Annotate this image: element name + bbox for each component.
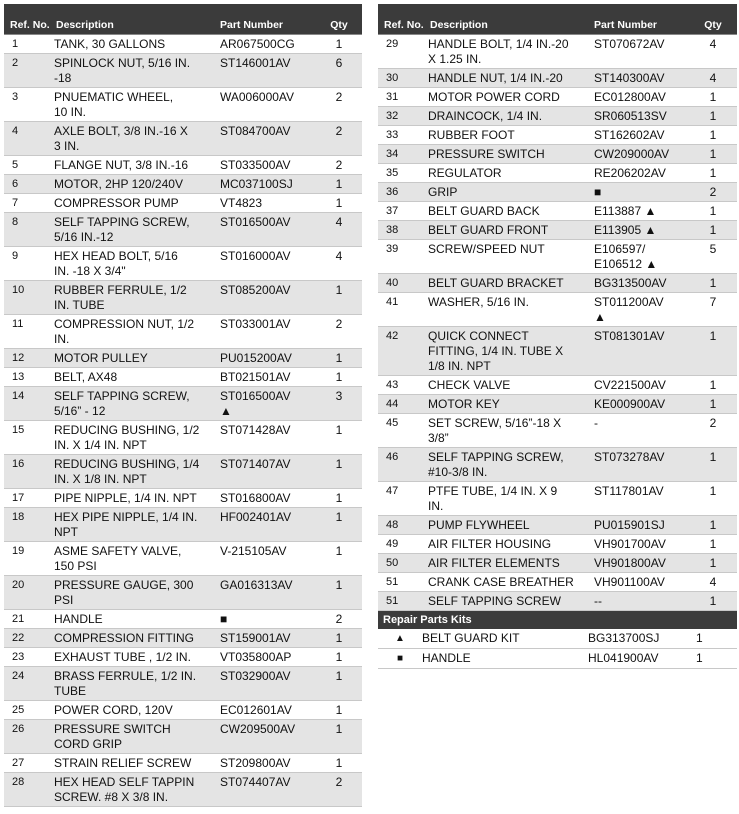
part-description: BELT GUARD BACK: [428, 204, 540, 218]
quantity: 1: [335, 578, 343, 592]
part-description: SET SCREW, 5/16”-18 X 3/8”: [428, 416, 562, 445]
part-description: QUICK CONNECT FITTING, 1/4 IN. TUBE X 1/8 IN. NPT: [428, 329, 564, 373]
ref-no: 25: [12, 704, 25, 716]
table-row: [378, 573, 737, 592]
table-row: [378, 183, 737, 202]
quantity: 1: [709, 90, 717, 104]
table-row: [378, 202, 737, 221]
ref-no: 1: [12, 38, 19, 50]
quantity: 1: [709, 329, 717, 343]
quantity: 1: [335, 177, 343, 191]
part-description: AIR FILTER ELEMENTS: [428, 556, 560, 570]
part-number: AR067500CG: [220, 37, 295, 51]
quantity: 1: [335, 510, 343, 524]
part-number: ST016500AV: [220, 215, 291, 229]
quantity: 1: [335, 669, 343, 683]
part-number: E113905 ▲: [594, 223, 657, 237]
table-row: [4, 156, 362, 175]
part-description: PRESSURE SWITCH: [428, 147, 545, 161]
part-description: SCREW/SPEED NUT: [428, 242, 545, 256]
table-row: [378, 516, 737, 535]
table-row: [4, 489, 362, 508]
part-number: --: [594, 594, 602, 608]
part-description: HANDLE BOLT, 1/4 IN.-20 X 1.25 IN.: [428, 37, 569, 66]
part-number: -: [594, 416, 598, 430]
part-description: PUMP FLYWHEEL: [428, 518, 530, 532]
part-description: MOTOR POWER CORD: [428, 90, 560, 104]
quantity: 1: [335, 457, 343, 471]
part-number: BT021501AV: [220, 370, 291, 384]
table-row: [378, 376, 737, 395]
table-row: [4, 281, 362, 315]
part-number: VT035800AP: [220, 650, 292, 664]
part-number: VH901700AV: [594, 537, 666, 551]
part-number: ST146001AV: [220, 56, 291, 70]
kit-row: [378, 629, 737, 649]
part-description: PRESSURE GAUGE, 300 PSI: [54, 578, 194, 607]
part-number-header: Part Number: [220, 19, 284, 31]
part-number: ST016800AV: [220, 491, 291, 505]
part-description: FLANGE NUT, 3/8 IN.-16: [54, 158, 189, 172]
ref-no: 51: [386, 595, 399, 607]
part-number: EC012800AV: [594, 90, 666, 104]
ref-no: 21: [12, 613, 25, 625]
ref-no: 5: [12, 159, 19, 171]
ref-no: 47: [386, 485, 399, 497]
part-number: CV221500AV: [594, 378, 666, 392]
quantity: 1: [709, 537, 717, 551]
part-description: PNUEMATIC WHEEL, 10 IN.: [54, 90, 174, 119]
quantity: 1: [335, 650, 343, 664]
quantity: 2: [335, 612, 343, 626]
kit-quantity: 1: [696, 631, 703, 645]
ref-no: 51: [386, 576, 399, 588]
ref-no: 19: [12, 545, 25, 557]
ref-no: 2: [12, 57, 19, 69]
table-row: [4, 54, 362, 88]
table-row: [378, 240, 737, 274]
part-description: HANDLE: [54, 612, 103, 626]
part-number: ST074407AV: [220, 775, 291, 789]
quantity: 1: [335, 544, 343, 558]
part-number: VT4823: [220, 196, 263, 210]
ref-no: 33: [386, 129, 399, 141]
quantity: 4: [335, 215, 343, 229]
table-row: [4, 610, 362, 629]
ref-no: 29: [386, 38, 399, 50]
parts-table-left: [4, 4, 362, 807]
table-row: [4, 315, 362, 349]
ref-no-header: Ref. No.: [10, 19, 50, 31]
quantity: 1: [335, 722, 343, 736]
kit-part-number: BG313700SJ: [588, 631, 660, 645]
table-row: [4, 421, 362, 455]
table-row: [378, 414, 737, 448]
table-row: [378, 69, 737, 88]
part-number: PU015200AV: [220, 351, 292, 365]
part-description: COMPRESSION NUT, 1/2 IN.: [54, 317, 195, 346]
ref-no: 17: [12, 492, 25, 504]
table-row: [4, 701, 362, 720]
table-row: [4, 122, 362, 156]
quantity: 1: [335, 423, 343, 437]
table-row: [4, 576, 362, 610]
part-number: ST073278AV: [594, 450, 665, 464]
part-number: CW209000AV: [594, 147, 670, 161]
kit-symbol-icon: ▲: [395, 633, 405, 644]
part-description: BELT GUARD FRONT: [428, 223, 549, 237]
ref-no: 39: [386, 243, 399, 255]
quantity: 3: [335, 389, 343, 403]
part-number: PU015901SJ: [594, 518, 665, 532]
part-description: SELF TAPPING SCREW, 5/16 IN.-12: [54, 215, 190, 244]
table-row: [378, 145, 737, 164]
parts-table-right: [378, 4, 737, 669]
table-row: [378, 592, 737, 611]
part-number: CW209500AV: [220, 722, 296, 736]
part-description: PRESSURE SWITCH CORD GRIP: [54, 722, 171, 751]
ref-no: 30: [386, 72, 399, 84]
ref-no: 43: [386, 379, 399, 391]
part-number: V-215105AV: [220, 544, 287, 558]
quantity: 4: [709, 575, 717, 589]
part-description: CRANK CASE BREATHER: [428, 575, 574, 589]
repair-kits-title: Repair Parts Kits: [378, 611, 737, 629]
quantity: 1: [709, 556, 717, 570]
part-description: SELF TAPPING SCREW, #10-3/8 IN.: [428, 450, 564, 479]
ref-no: 49: [386, 538, 399, 550]
qty-header: Qty: [330, 19, 348, 31]
table-row: [4, 88, 362, 122]
ref-no: 32: [386, 110, 399, 122]
part-number-header: Part Number: [594, 19, 658, 31]
table-row: [4, 508, 362, 542]
part-description: BRASS FERRULE, 1/2 IN. TUBE: [54, 669, 197, 698]
table-body: [378, 35, 737, 611]
quantity: 2: [335, 775, 343, 789]
quantity: 1: [335, 283, 343, 297]
ref-no: 46: [386, 451, 399, 463]
quantity: 1: [709, 397, 717, 411]
part-description: AIR FILTER HOUSING: [428, 537, 552, 551]
ref-no: 18: [12, 511, 25, 523]
part-number: BG313500AV: [594, 276, 667, 290]
table-row: [4, 455, 362, 489]
qty-header: Qty: [704, 19, 722, 31]
part-description: BELT, AX48: [54, 370, 118, 384]
part-description: MOTOR KEY: [428, 397, 500, 411]
quantity: 4: [709, 37, 717, 51]
table-row: [4, 368, 362, 387]
quantity: 1: [335, 351, 343, 365]
part-description: HEX HEAD SELF TAPPIN SCREW. #8 X 3/8 IN.: [54, 775, 195, 804]
quantity: 1: [335, 703, 343, 717]
part-description: TANK, 30 GALLONS: [54, 37, 166, 51]
part-description: SELF TAPPING SCREW: [428, 594, 561, 608]
part-number: VH901100AV: [594, 575, 665, 589]
ref-no: 11: [12, 318, 24, 330]
ref-no-header: Ref. No.: [384, 19, 424, 31]
part-number: RE206202AV: [594, 166, 666, 180]
kit-row: [378, 649, 737, 669]
part-number: E113887 ▲: [594, 204, 657, 218]
part-number: ST117801AV: [594, 484, 664, 498]
ref-no: 37: [386, 205, 399, 217]
ref-no: 8: [12, 216, 19, 228]
table-row: [378, 88, 737, 107]
part-description: AXLE BOLT, 3/8 IN.-16 X 3 IN.: [54, 124, 188, 153]
ref-no: 38: [386, 224, 399, 236]
part-number: ■: [220, 612, 228, 626]
quantity: 2: [709, 185, 717, 199]
table-row: [378, 164, 737, 183]
quantity: 4: [709, 71, 717, 85]
part-description: COMPRESSOR PUMP: [54, 196, 179, 210]
part-number: MC037100SJ: [220, 177, 293, 191]
table-row: [4, 629, 362, 648]
part-number: ■: [594, 185, 602, 199]
repair-kits-list: [378, 629, 737, 669]
quantity: 1: [335, 631, 343, 645]
part-description: POWER CORD, 120V: [54, 703, 173, 717]
ref-no: 35: [386, 167, 399, 179]
part-number: ST033001AV: [220, 317, 291, 331]
quantity: 1: [335, 370, 343, 384]
part-description: REDUCING BUSHING, 1/4 IN. X 1/8 IN. NPT: [54, 457, 200, 486]
quantity: 1: [709, 128, 717, 142]
part-number: KE000900AV: [594, 397, 666, 411]
ref-no: 50: [386, 557, 399, 569]
ref-no: 10: [12, 284, 25, 296]
quantity: 1: [709, 378, 717, 392]
kit-description: HANDLE: [422, 651, 471, 665]
ref-no: 16: [12, 458, 25, 470]
description-header: Description: [56, 19, 114, 31]
ref-no: 34: [386, 148, 399, 160]
table-body: [4, 35, 362, 807]
table-row: [4, 720, 362, 754]
quantity: 2: [335, 317, 343, 331]
kit-part-number: HL041900AV: [588, 651, 659, 665]
ref-no: 42: [386, 330, 399, 342]
part-description: MOTOR PULLEY: [54, 351, 148, 365]
quantity: 1: [335, 196, 343, 210]
quantity: 2: [335, 124, 343, 138]
part-description: REGULATOR: [428, 166, 502, 180]
quantity: 1: [335, 491, 343, 505]
part-number: ST070672AV: [594, 37, 665, 51]
quantity: 1: [709, 223, 717, 237]
ref-no: 23: [12, 651, 25, 663]
part-number: ST011200AV ▲: [594, 295, 664, 324]
part-number: HF002401AV: [220, 510, 292, 524]
table-row: [378, 221, 737, 240]
part-description: DRAINCOCK, 1/4 IN.: [428, 109, 543, 123]
table-row: [4, 773, 362, 807]
ref-no: 4: [12, 125, 19, 137]
quantity: 1: [709, 109, 717, 123]
part-description: STRAIN RELIEF SCREW: [54, 756, 192, 770]
part-number: EC012601AV: [220, 703, 292, 717]
quantity: 2: [335, 158, 343, 172]
quantity: 2: [335, 90, 343, 104]
ref-no: 24: [12, 670, 25, 682]
table-row: [4, 542, 362, 576]
ref-no: 22: [12, 632, 25, 644]
part-description: CHECK VALVE: [428, 378, 511, 392]
part-description: HEX HEAD BOLT, 5/16 IN. -18 X 3/4": [54, 249, 178, 278]
ref-no: 40: [386, 277, 399, 289]
quantity: 1: [335, 756, 343, 770]
part-number: ST081301AV: [594, 329, 665, 343]
part-number: ST016000AV: [220, 249, 291, 263]
table-row: [4, 667, 362, 701]
table-row: [4, 213, 362, 247]
table-header: [4, 4, 362, 35]
quantity: 1: [709, 166, 717, 180]
part-description: ASME SAFETY VALVE, 150 PSI: [54, 544, 182, 573]
ref-no: 36: [386, 186, 399, 198]
part-number: ST084700AV: [220, 124, 291, 138]
table-row: [378, 35, 737, 69]
table-header: [378, 4, 737, 35]
part-description: GRIP: [428, 185, 458, 199]
part-number: ST033500AV: [220, 158, 291, 172]
part-number: ST016500AV ▲: [220, 389, 291, 418]
ref-no: 9: [12, 250, 19, 262]
ref-no: 41: [386, 296, 399, 308]
quantity: 2: [709, 416, 717, 430]
ref-no: 14: [12, 390, 25, 402]
quantity: 4: [335, 249, 343, 263]
part-number: ST032900AV: [220, 669, 291, 683]
part-description: BELT GUARD BRACKET: [428, 276, 564, 290]
part-number: GA016313AV: [220, 578, 293, 592]
part-description: MOTOR, 2HP 120/240V: [54, 177, 183, 191]
quantity: 1: [709, 276, 717, 290]
quantity: 1: [709, 204, 717, 218]
quantity: 5: [709, 242, 717, 256]
quantity: 1: [709, 147, 717, 161]
part-number: SR060513SV: [594, 109, 667, 123]
part-description: RUBBER FOOT: [428, 128, 515, 142]
ref-no: 15: [12, 424, 25, 436]
part-number: WA006000AV: [220, 90, 295, 104]
quantity: 7: [709, 295, 717, 309]
ref-no: 31: [386, 91, 399, 103]
part-description: SPINLOCK NUT, 5/16 IN. -18: [54, 56, 191, 85]
table-row: [378, 482, 737, 516]
table-row: [4, 175, 362, 194]
part-description: COMPRESSION FITTING: [54, 631, 195, 645]
quantity: 1: [709, 450, 717, 464]
table-row: [378, 554, 737, 573]
kit-quantity: 1: [696, 651, 703, 665]
table-row: [4, 35, 362, 54]
ref-no: 3: [12, 91, 19, 103]
part-number: ST209800AV: [220, 756, 291, 770]
table-row: [4, 648, 362, 667]
part-number: VH901800AV: [594, 556, 666, 570]
part-number: ST159001AV: [220, 631, 291, 645]
ref-no: 48: [386, 519, 399, 531]
quantity: 1: [709, 594, 717, 608]
table-row: [4, 349, 362, 368]
table-row: [378, 327, 737, 376]
part-description: HEX PIPE NIPPLE, 1/4 IN. NPT: [54, 510, 198, 539]
table-row: [378, 107, 737, 126]
ref-no: 13: [12, 371, 25, 383]
part-description: HANDLE NUT, 1/4 IN.-20: [428, 71, 563, 85]
part-description: PTFE TUBE, 1/4 IN. X 9 IN.: [428, 484, 558, 513]
table-row: [378, 395, 737, 414]
part-number: ST140300AV: [594, 71, 665, 85]
table-row: [378, 293, 737, 327]
kit-symbol-icon: ■: [396, 653, 404, 664]
part-description: WASHER, 5/16 IN.: [428, 295, 529, 309]
quantity: 1: [709, 518, 717, 532]
table-row: [378, 274, 737, 293]
part-number: ST085200AV: [220, 283, 291, 297]
table-row: [4, 247, 362, 281]
part-description: REDUCING BUSHING, 1/2 IN. X 1/4 IN. NPT: [54, 423, 200, 452]
kit-description: BELT GUARD KIT: [422, 631, 520, 645]
table-row: [378, 448, 737, 482]
table-row: [4, 754, 362, 773]
part-number: ST162602AV: [594, 128, 665, 142]
ref-no: 6: [12, 178, 19, 190]
ref-no: 7: [12, 197, 19, 209]
ref-no: 44: [386, 398, 399, 410]
part-description: SELF TAPPING SCREW, 5/16” - 12: [54, 389, 190, 418]
ref-no: 27: [12, 757, 25, 769]
quantity: 1: [709, 484, 717, 498]
table-row: [4, 387, 362, 421]
part-number: E106597/ E106512 ▲: [594, 242, 658, 271]
part-number: ST071407AV: [220, 457, 291, 471]
ref-no: 26: [12, 723, 25, 735]
part-description: RUBBER FERRULE, 1/2 IN. TUBE: [54, 283, 187, 312]
table-row: [378, 126, 737, 145]
description-header: Description: [430, 19, 488, 31]
part-description: EXHAUST TUBE , 1/2 IN.: [54, 650, 191, 664]
ref-no: 12: [12, 352, 25, 364]
ref-no: 45: [386, 417, 399, 429]
ref-no: 20: [12, 579, 25, 591]
table-row: [378, 535, 737, 554]
quantity: 6: [335, 56, 343, 70]
part-description: PIPE NIPPLE, 1/4 IN. NPT: [54, 491, 197, 505]
part-number: ST071428AV: [220, 423, 291, 437]
ref-no: 28: [12, 776, 25, 788]
quantity: 1: [335, 37, 343, 51]
table-row: [4, 194, 362, 213]
